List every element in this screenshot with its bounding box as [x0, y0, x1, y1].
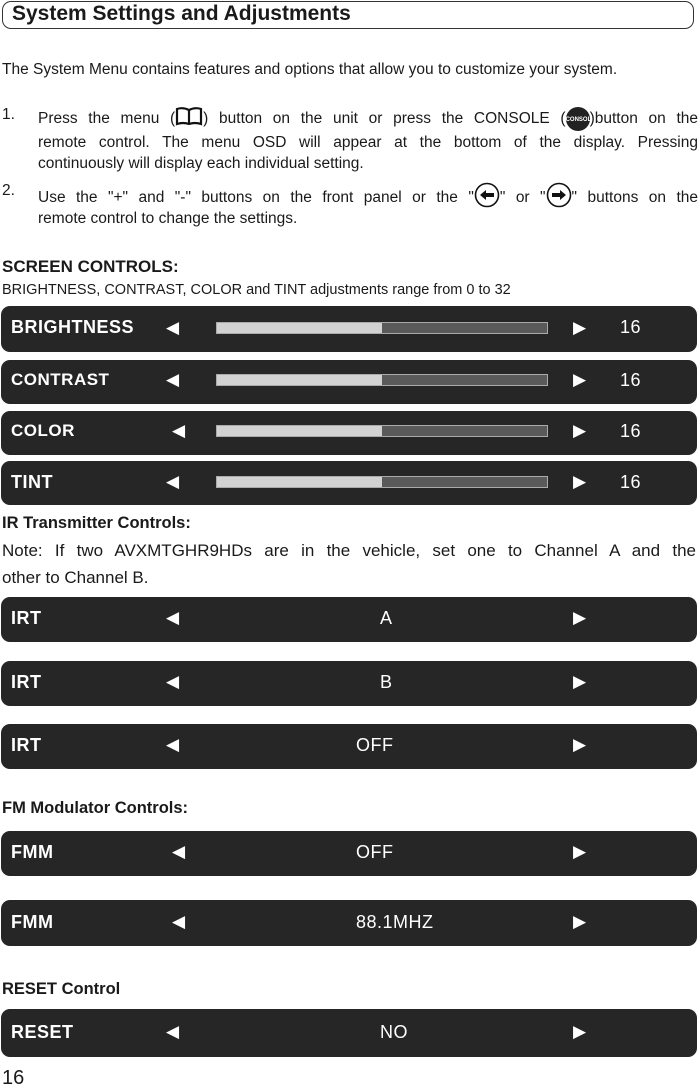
reset-value: NO — [380, 1022, 408, 1042]
triangle-right-icon[interactable]: ▶ — [573, 912, 587, 931]
step-2-text-b: " or " — [499, 189, 546, 207]
irt-bar-b — [1, 661, 697, 706]
triangle-right-icon[interactable]: ▶ — [573, 318, 587, 337]
fmm-bar-off — [1, 831, 697, 876]
step-1-text-b: ) button on the unit or press the CONSOLE ( — [203, 110, 566, 128]
triangle-left-icon[interactable]: ◀ — [172, 421, 186, 440]
step-1-line-2: remote control. The menu OSD will appear at the bottom of the display. Pressing — [38, 134, 698, 151]
fmm-bar-freq — [1, 900, 697, 946]
ir-note-line-2: other to Channel B. — [2, 568, 149, 587]
intro-text: The System Menu contains features and options that allow you to customize your system. — [2, 61, 618, 78]
screen-controls-desc: BRIGHTNESS, CONTRAST, COLOR and TINT adjustments range from 0 to 32 — [2, 282, 511, 298]
contrast-slider[interactable] — [216, 374, 548, 386]
page-title: System Settings and Adjustments — [12, 2, 351, 25]
step-1-text-c: )button on the — [589, 110, 698, 128]
irt-bar-a — [1, 597, 697, 642]
tint-label: TINT — [11, 472, 53, 492]
triangle-right-icon[interactable]: ▶ — [573, 370, 587, 389]
triangle-left-icon[interactable]: ◀ — [166, 672, 180, 691]
irt-label: IRT — [11, 672, 42, 692]
triangle-left-icon[interactable]: ◀ — [166, 608, 180, 627]
color-value: 16 — [620, 421, 642, 441]
triangle-left-icon[interactable]: ◀ — [172, 912, 186, 931]
step-2-line-2: remote control to change the settings. — [38, 210, 298, 227]
step-1-line-3: continuously will display each individual setting. — [38, 155, 364, 172]
irt-value: OFF — [356, 735, 394, 755]
brightness-label: BRIGHTNESS — [11, 317, 135, 337]
contrast-value: 16 — [620, 370, 642, 390]
triangle-left-icon[interactable]: ◀ — [166, 735, 180, 754]
triangle-right-icon[interactable]: ▶ — [573, 472, 587, 491]
brightness-value: 16 — [620, 317, 642, 337]
triangle-right-icon[interactable]: ▶ — [573, 735, 587, 754]
tint-slider[interactable] — [216, 476, 548, 488]
triangle-left-icon[interactable]: ◀ — [166, 1022, 180, 1041]
triangle-right-icon[interactable]: ▶ — [573, 672, 587, 691]
contrast-label: CONTRAST — [11, 370, 110, 389]
irt-label: IRT — [11, 735, 42, 755]
ir-note-line-1: Note: If two AVXMTGHR9HDs are in the vehicle, set one to Channel A and the — [2, 541, 696, 560]
step-2-text-a: Use the "+" and "-" buttons on the front panel or the " — [38, 189, 474, 207]
step-1-line-1 — [38, 106, 698, 132]
triangle-right-icon[interactable]: ▶ — [573, 842, 587, 861]
triangle-left-icon[interactable]: ◀ — [166, 370, 180, 389]
irt-value: B — [380, 672, 393, 692]
tint-value: 16 — [620, 472, 642, 492]
fmm-label: FMM — [11, 912, 54, 932]
brightness-slider[interactable] — [216, 322, 548, 334]
fmm-value: OFF — [356, 842, 394, 862]
triangle-left-icon[interactable]: ◀ — [172, 842, 186, 861]
triangle-right-icon[interactable]: ▶ — [573, 608, 587, 627]
fm-heading: FM Modulator Controls: — [2, 799, 189, 817]
reset-heading: RESET Control — [2, 980, 121, 998]
ir-heading: IR Transmitter Controls: — [2, 514, 191, 532]
triangle-right-icon[interactable]: ▶ — [573, 1022, 587, 1041]
step-1-text-a: Press the menu ( — [38, 110, 176, 128]
screen-controls-heading: SCREEN CONTROLS: — [2, 257, 179, 276]
reset-label: RESET — [11, 1022, 74, 1042]
color-label: COLOR — [11, 421, 75, 440]
step-2-number: 2. — [2, 182, 15, 199]
fmm-value: 88.1MHZ — [356, 912, 434, 932]
console-icon: CONSOLE — [566, 107, 590, 131]
triangle-left-icon[interactable]: ◀ — [166, 318, 180, 337]
reset-bar — [1, 1009, 697, 1057]
fmm-label: FMM — [11, 842, 54, 862]
color-slider[interactable] — [216, 425, 548, 437]
book-icon — [175, 106, 203, 132]
step-2-text-c: " buttons on the — [571, 189, 698, 207]
irt-label: IRT — [11, 608, 42, 628]
page-number: 16 — [2, 1067, 25, 1089]
irt-bar-off — [1, 724, 697, 769]
triangle-left-icon[interactable]: ◀ — [166, 472, 180, 491]
triangle-right-icon[interactable]: ▶ — [573, 421, 587, 440]
irt-value: A — [380, 608, 393, 628]
step-1-number: 1. — [2, 106, 15, 123]
